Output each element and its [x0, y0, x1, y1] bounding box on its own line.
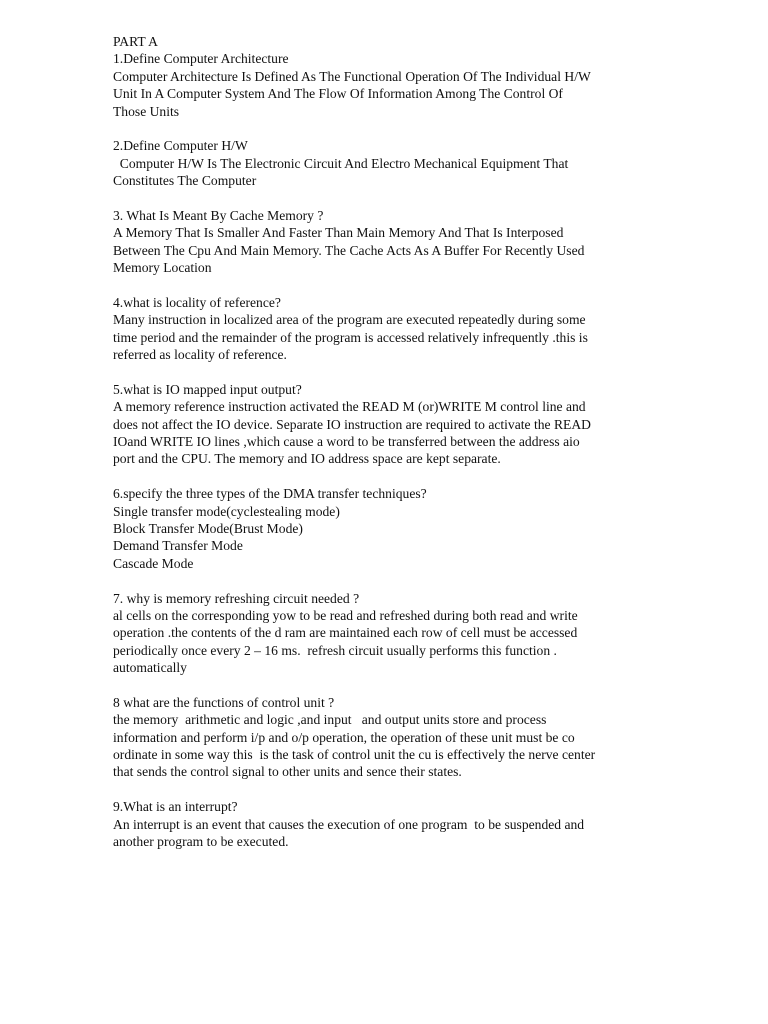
answer-line: Constitutes The Computer: [113, 173, 257, 189]
question-heading: 1.Define Computer Architecture: [113, 51, 289, 67]
answer-line: A Memory That Is Smaller And Faster Than Main Memory And That Is Interposed: [113, 225, 564, 241]
answer-line: information and perform i/p and o/p operation, the operation of these unit must be co: [113, 729, 575, 745]
answer-line: referred as locality of reference.: [113, 347, 287, 363]
answer-line: Computer Architecture Is Defined As The Functional Operation Of The Individual H/W: [113, 68, 591, 84]
answer-line: Memory Location: [113, 260, 212, 276]
qa-item-6: [113, 485, 753, 572]
qa-item-3: [113, 207, 753, 277]
qa-item-5: [113, 381, 753, 468]
answer-line: periodically once every 2 – 16 ms. refresh circuit usually performs this function .: [113, 642, 557, 658]
answer-line: that sends the control signal to other units and sence their states.: [113, 764, 462, 780]
answer-line: time period and the remainder of the program is accessed relatively infrequently .this is: [113, 329, 588, 345]
answer-line: Single transfer mode(cyclestealing mode): [113, 503, 340, 519]
answer-line: Those Units: [113, 103, 180, 119]
qa-item-2: [113, 137, 753, 189]
answer-line: Demand Transfer Mode: [113, 538, 243, 554]
qa-item-9: [113, 798, 753, 850]
answer-line: does not affect the IO device. Separate IO instruction are required to activate the READ: [113, 416, 591, 432]
qa-item-4: [113, 294, 753, 364]
answer-line: An interrupt is an event that causes the execution of one program to be suspended and: [113, 816, 585, 832]
question-heading: 2.Define Computer H/W: [113, 138, 248, 154]
part-title: PART A: [113, 34, 158, 49]
answer-line: A memory reference instruction activated the READ M (or)WRITE M control line and: [113, 399, 586, 415]
question-heading: 9.What is an interrupt?: [113, 799, 238, 815]
answer-line: another program to be executed.: [113, 833, 289, 849]
question-heading: 4.what is locality of reference?: [113, 294, 281, 310]
answer-line: port and the CPU. The memory and IO address space are kept separate.: [113, 451, 501, 467]
qa-item-8: [113, 694, 753, 781]
answer-line: operation .the contents of the d ram are maintained each row of cell must be accessed: [113, 625, 578, 641]
question-heading: 6.specify the three types of the DMA transfer techniques?: [113, 486, 427, 502]
question-heading: 7. why is memory refreshing circuit needed ?: [113, 590, 360, 606]
answer-line: Cascade Mode: [113, 555, 194, 571]
qa-item-7: [113, 590, 753, 677]
answer-line: Computer H/W Is The Electronic Circuit And Electro Mechanical Equipment That: [113, 155, 569, 171]
answer-line: Many instruction in localized area of the program are executed repeatedly during some: [113, 312, 586, 328]
question-heading: 5.what is IO mapped input output?: [113, 381, 302, 397]
question-heading: 3. What Is Meant By Cache Memory ?: [113, 207, 324, 223]
answer-line: automatically: [113, 660, 187, 676]
document-page: [113, 33, 753, 850]
qa-item-1: [113, 50, 753, 120]
answer-line: Block Transfer Mode(Brust Mode): [113, 520, 303, 536]
answer-line: ordinate in some way this is the task of control unit the cu is effectively the nerve center: [113, 747, 596, 763]
answer-line: the memory arithmetic and logic ,and input and output units store and process: [113, 712, 547, 728]
answer-line: al cells on the corresponding yow to be read and refreshed during both read and write: [113, 607, 578, 623]
answer-line: Between The Cpu And Main Memory. The Cache Acts As A Buffer For Recently Used: [113, 242, 585, 258]
question-heading: 8 what are the functions of control unit ?: [113, 694, 335, 710]
answer-line: IOand WRITE IO lines ,which cause a word to be transferred between the address aio: [113, 433, 580, 449]
answer-line: Unit In A Computer System And The Flow Of Information Among The Control Of: [113, 86, 563, 102]
